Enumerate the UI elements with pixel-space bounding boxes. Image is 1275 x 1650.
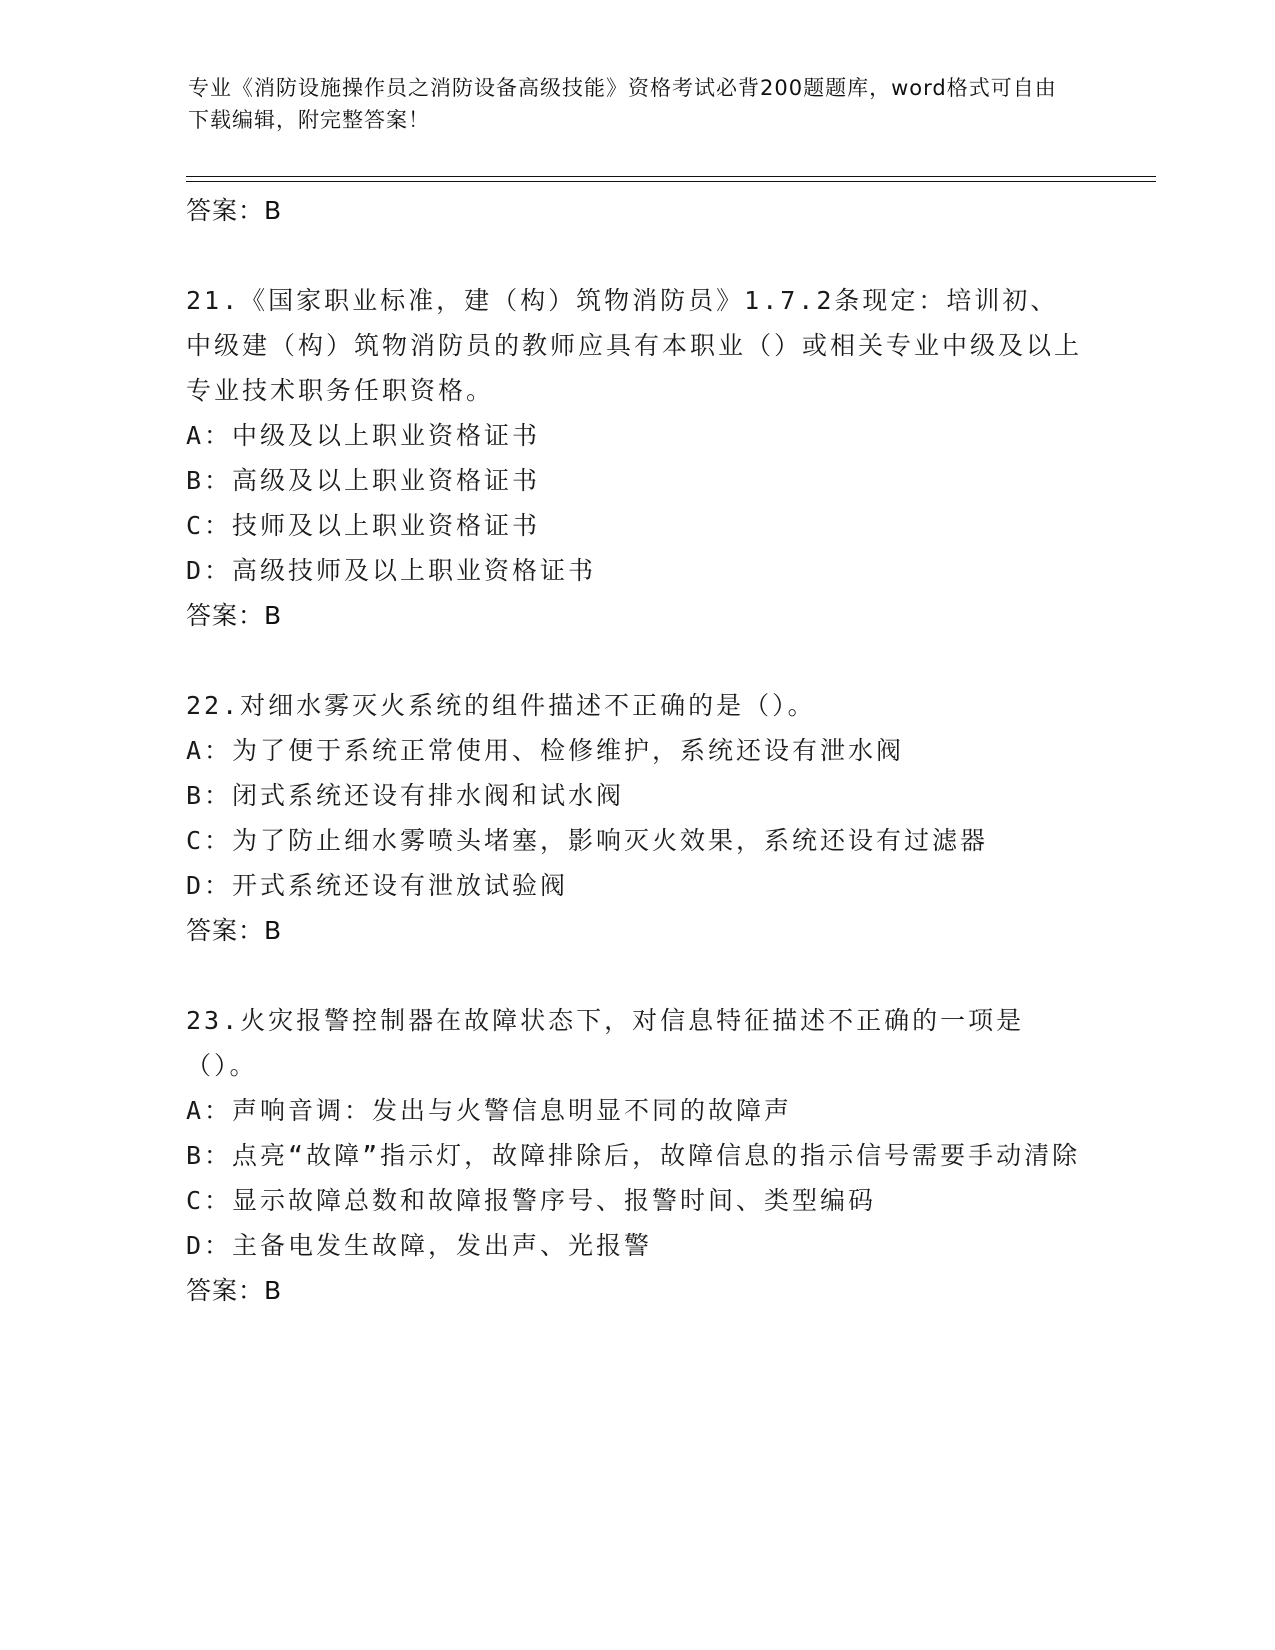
answer-line: 答案：B <box>186 1276 283 1305</box>
option-a: A：为了便于系统正常使用、检修维护，系统还设有泄水阀 <box>186 736 905 765</box>
option-d: D：开式系统还设有泄放试验阀 <box>186 871 569 900</box>
option-c: C：为了防止细水雾喷头堵塞，影响灭火效果，系统还设有过滤器 <box>186 826 989 855</box>
option-a: A：中级及以上职业资格证书 <box>186 421 541 450</box>
question-23 <box>186 998 1086 1314</box>
question-stem: 21.《国家职业标准，建（构）筑物消防员》1.7.2条现定：培训初、中级建（构）筑物消防员的教师应具有本职业（）或相关专业中级及以上专业技术职务任职资格。 <box>186 286 1083 405</box>
question-22 <box>186 683 1086 954</box>
document-header: 专业《消防设施操作员之消防设备高级技能》资格考试必背200题题库，word格式可自由下载编辑，附完整答案！ <box>188 76 1057 132</box>
header-divider <box>186 176 1156 182</box>
question-21 <box>186 278 1086 639</box>
option-c: C：显示故障总数和故障报警序号、报警时间、类型编码 <box>186 1186 877 1215</box>
answer-line: 答案：B <box>186 916 283 945</box>
option-a: A：声响音调：发出与火警信息明显不同的故障声 <box>186 1096 793 1125</box>
option-c: C：技师及以上职业资格证书 <box>186 511 541 540</box>
option-b: B：点亮“故障”指示灯，故障排除后，故障信息的指示信号需要手动清除 <box>186 1141 1081 1170</box>
question-stem: 22.对细水雾灭火系统的组件描述不正确的是（）。 <box>186 691 816 720</box>
answer-line: 答案：B <box>186 601 283 630</box>
option-b: B：闭式系统还设有排水阀和试水阀 <box>186 781 625 810</box>
option-b: B：高级及以上职业资格证书 <box>186 466 541 495</box>
option-d: D：高级技师及以上职业资格证书 <box>186 556 597 585</box>
question-stem: 23.火灾报警控制器在故障状态下，对信息特征描述不正确的一项是（）。 <box>186 1006 1025 1080</box>
answer-line: 答案：B <box>186 196 283 225</box>
option-d: D：主备电发生故障，发出声、光报警 <box>186 1231 653 1260</box>
question-list <box>186 188 1086 1314</box>
